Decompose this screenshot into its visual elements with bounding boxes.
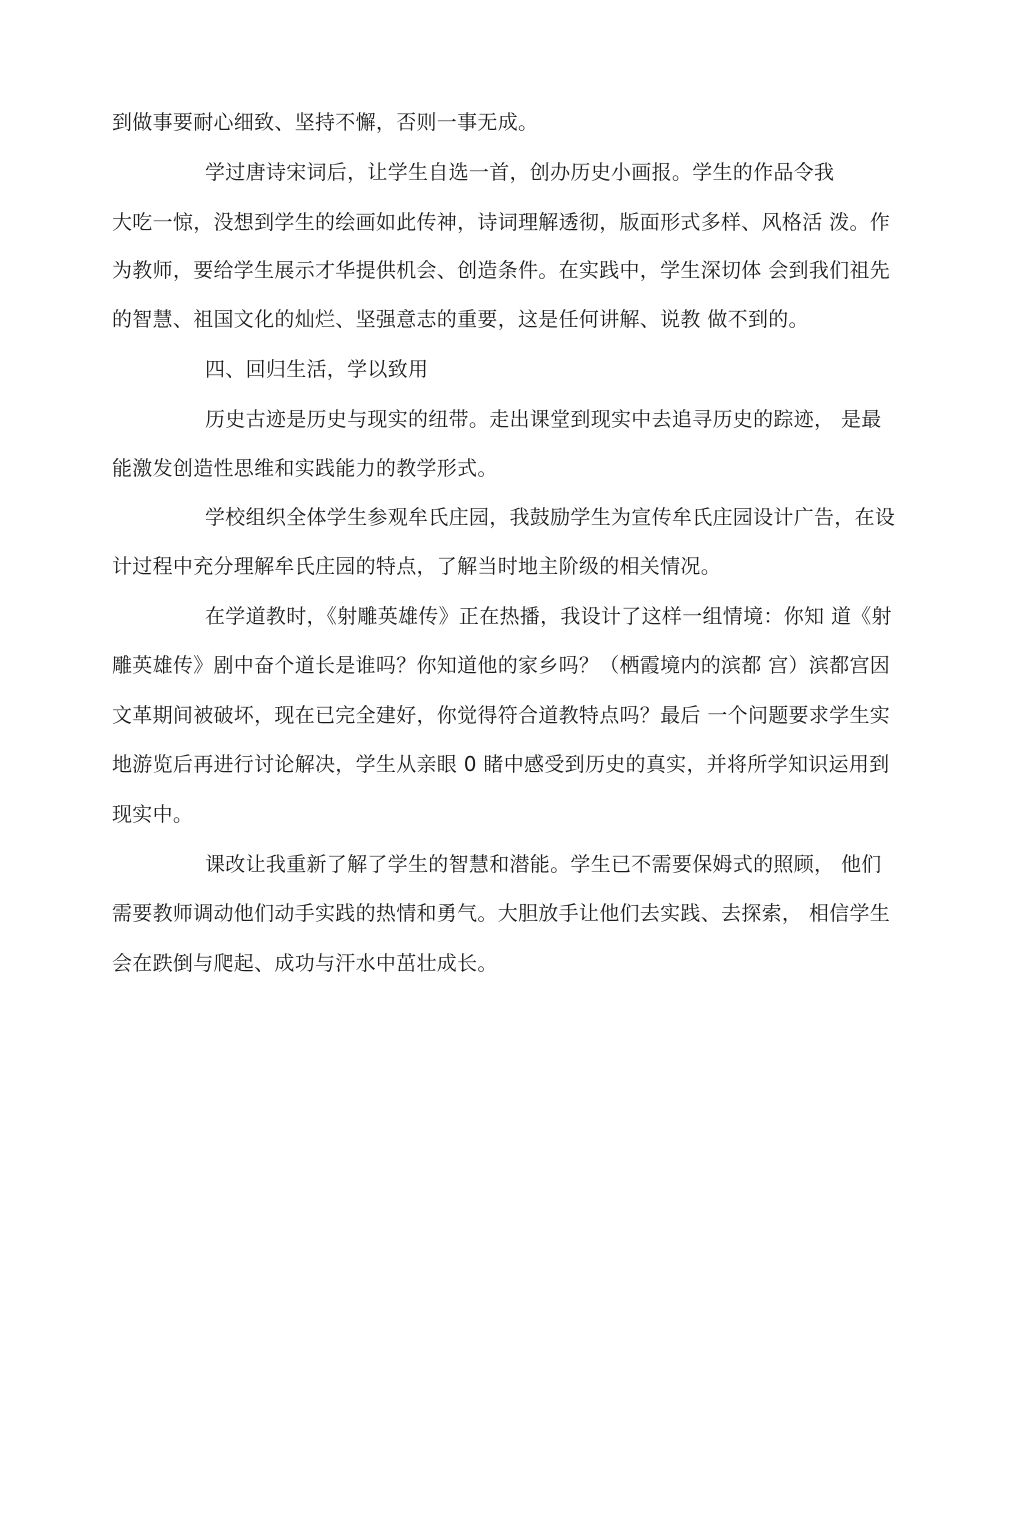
text-line: 能激发创造性思维和实践能力的教学形式。 (112, 456, 498, 480)
text-line: 历史古迹是历史与现实的纽带。走出课堂到现实中去追寻历史的踪迹， 是最 (205, 407, 882, 431)
text-line: 到做事要耐心细致、坚持不懈，否则一事无成。 (112, 110, 539, 134)
text-line: 会在跌倒与爬起、成功与汗水中茁壮成长。 (112, 951, 498, 975)
text-line: 学过唐诗宋词后，让学生自选一首，创办历史小画报。学生的作品令我 (205, 160, 835, 184)
section-heading: 四、回归生活，学以致用 (205, 357, 429, 381)
text-line: 大吃一惊，没想到学生的绘画如此传神，诗词理解透彻，版面形式多样、风格活 泼。作 (112, 210, 891, 234)
text-line: 地游览后再进行讨论解决，学生从亲眼 0 睹中感受到历史的真实，并将所学知识运用到 (112, 752, 890, 776)
text-line: 学校组织全体学生参观牟氏庄园，我鼓励学生为宣传牟氏庄园设计广告，在设 (205, 505, 896, 529)
text-line: 在学道教时，《射雕英雄传》正在热播，我设计了这样一组情境：你知 道《射 (205, 604, 892, 628)
text-line: 现实中。 (112, 802, 194, 826)
text-line: 文革期间被破坏，现在已完全建好，你觉得符合道教特点吗？最后 一个问题要求学生实 (112, 703, 891, 727)
text-line: 计过程中充分理解牟氏庄园的特点，了解当时地主阶级的相关情况。 (112, 554, 721, 578)
text-line: 需要教师调动他们动手实践的热情和勇气。大胆放手让他们去实践、去探索， 相信学生 (112, 901, 891, 925)
text-line: 雕英雄传》剧中奋个道长是谁吗？你知道他的家乡吗？（栖霞境内的滨都 宫）滨都宫因 (112, 653, 891, 677)
text-line: 课改让我重新了解了学生的智慧和潜能。学生已不需要保姆式的照顾， 他们 (205, 852, 882, 876)
text-line: 的智慧、祖国文化的灿烂、坚强意志的重要，这是任何讲解、说教 做不到的。 (112, 307, 809, 331)
text-line: 为教师，要给学生展示才华提供机会、创造条件。在实践中，学生深切体 会到我们祖先 (112, 258, 891, 282)
